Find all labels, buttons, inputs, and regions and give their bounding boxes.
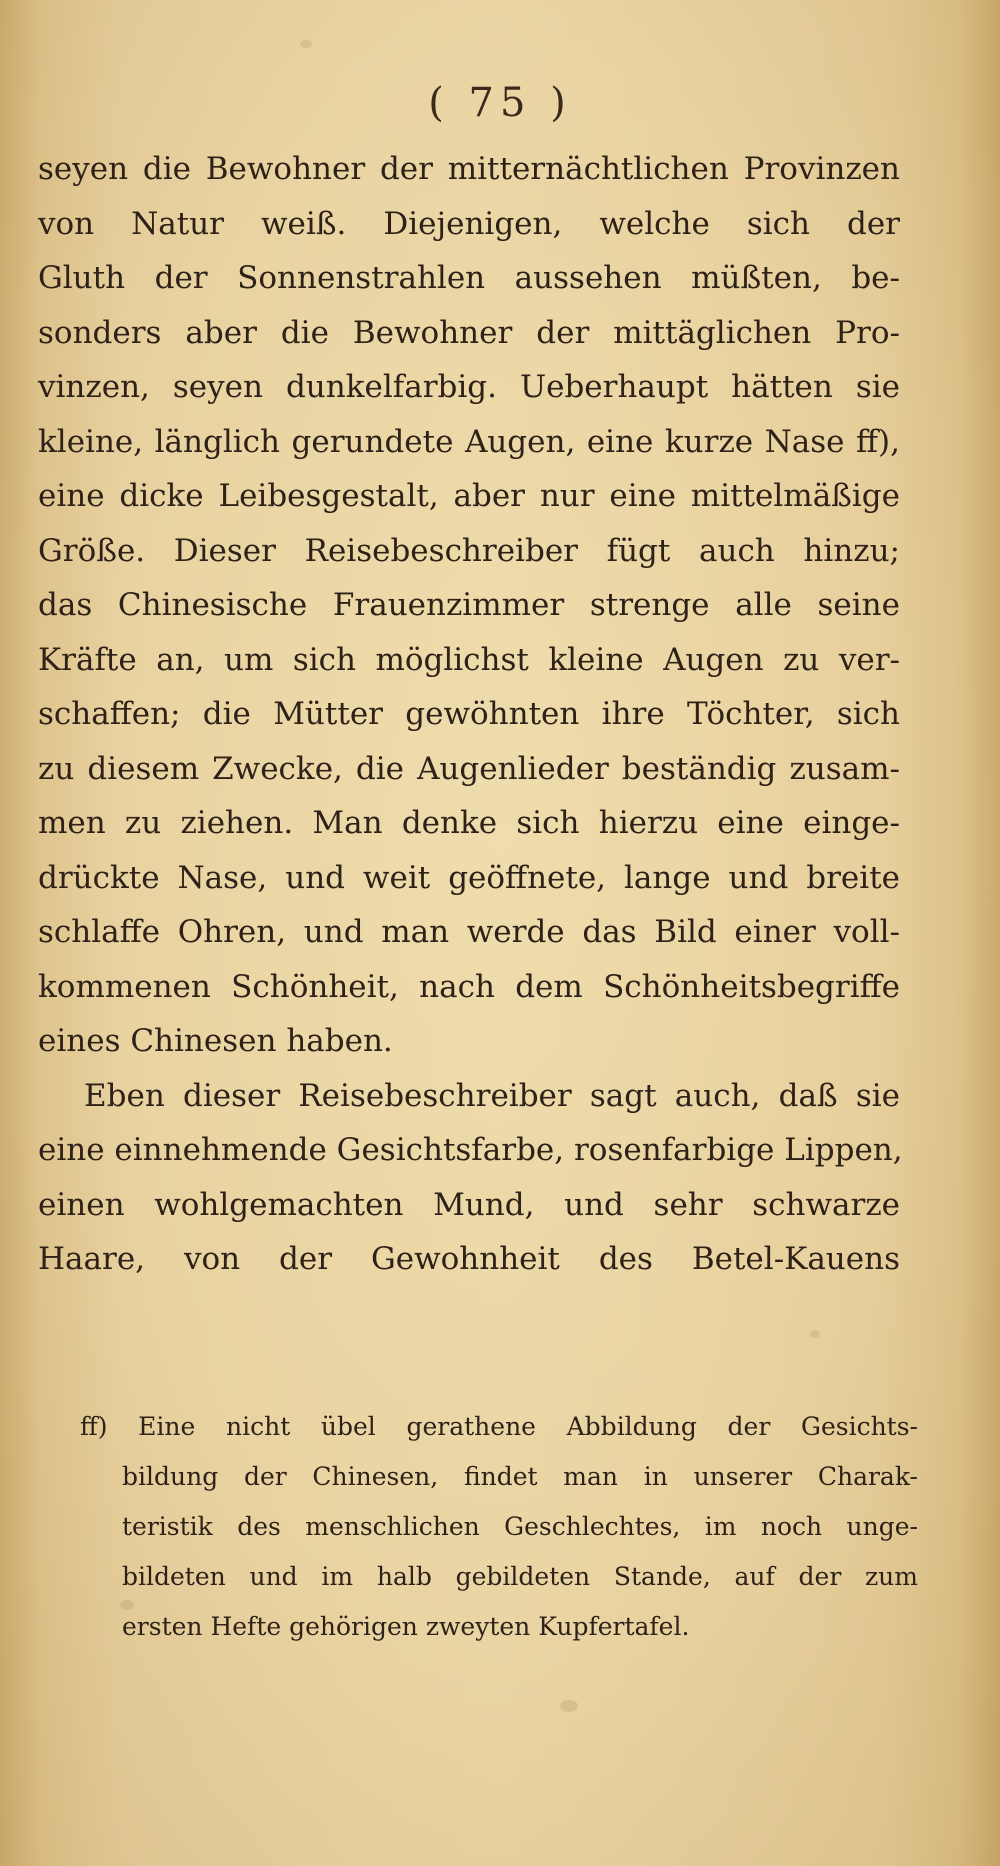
footnote-line: bildeten und im halb gebildeten Stande, auf der zum	[122, 1562, 918, 1591]
text-line: schaffen; die Mütter gewöhnten ihre Töchter, sich	[38, 696, 900, 732]
paper-stain	[560, 1700, 578, 1712]
text-line: eine einnehmende Gesichtsfarbe, rosenfarbige Lippen,	[38, 1132, 903, 1168]
text-line: schlaffe Ohren, und man werde das Bild einer voll-	[38, 914, 900, 950]
main-text	[38, 142, 903, 1287]
text-line: zu diesem Zwecke, die Augenlieder beständig zusam-	[38, 750, 900, 787]
paper-stain	[300, 40, 312, 48]
footnote-line: bildung der Chinesen, findet man in unserer Charak-	[122, 1462, 918, 1491]
footnote	[80, 1402, 918, 1652]
footnote-line: teristik des menschlichen Geschlechtes, im noch unge-	[122, 1512, 918, 1541]
text-line: vinzen, seyen dunkelfarbig. Ueberhaupt hätten sie	[38, 369, 900, 405]
text-line: einen wohlgemachten Mund, und sehr schwarze	[38, 1186, 900, 1223]
text-line: das Chinesische Frauenzimmer strenge alle seine	[38, 587, 900, 623]
text-line: kleine, länglich gerundete Augen, eine kurze Nase ff),	[38, 423, 900, 460]
footnote-line: ersten Hefte gehörigen zweyten Kupfertafel.	[122, 1612, 690, 1641]
text-line: seyen die Bewohner der mitternächtlichen Provinzen	[38, 151, 900, 187]
text-line: Kräfte an, um sich möglichst kleine Augen zu ver-	[38, 641, 900, 678]
text-line: sonders aber die Bewohner der mittäglichen Pro-	[38, 314, 900, 351]
paper-stain	[810, 1330, 820, 1338]
text-line: Größe. Dieser Reisebeschreiber fügt auch hinzu;	[38, 532, 900, 569]
text-line: kommenen Schönheit, nach dem Schönheitsbegriffe	[38, 968, 900, 1005]
text-line: von Natur weiß. Diejenigen, welche sich der	[38, 205, 900, 242]
page-number: ( 75 )	[428, 80, 572, 126]
text-line: eine dicke Leibesgestalt, aber nur eine mittelmäßige	[38, 478, 900, 514]
footnote-line: ff) Eine nicht übel gerathene Abbildung der Gesichts-	[80, 1412, 918, 1441]
text-line: Gluth der Sonnenstrahlen aussehen müßten, be-	[38, 260, 900, 296]
text-line: drückte Nase, und weit geöffnete, lange und breite	[38, 859, 900, 896]
text-line: men zu ziehen. Man denke sich hierzu eine einge-	[38, 805, 900, 841]
text-line: Haare, von der Gewohnheit des Betel-Kauens	[38, 1241, 900, 1277]
text-line: eines Chinesen haben.	[38, 1023, 393, 1059]
text-line: Eben dieser Reisebeschreiber sagt auch, daß sie	[84, 1077, 900, 1114]
